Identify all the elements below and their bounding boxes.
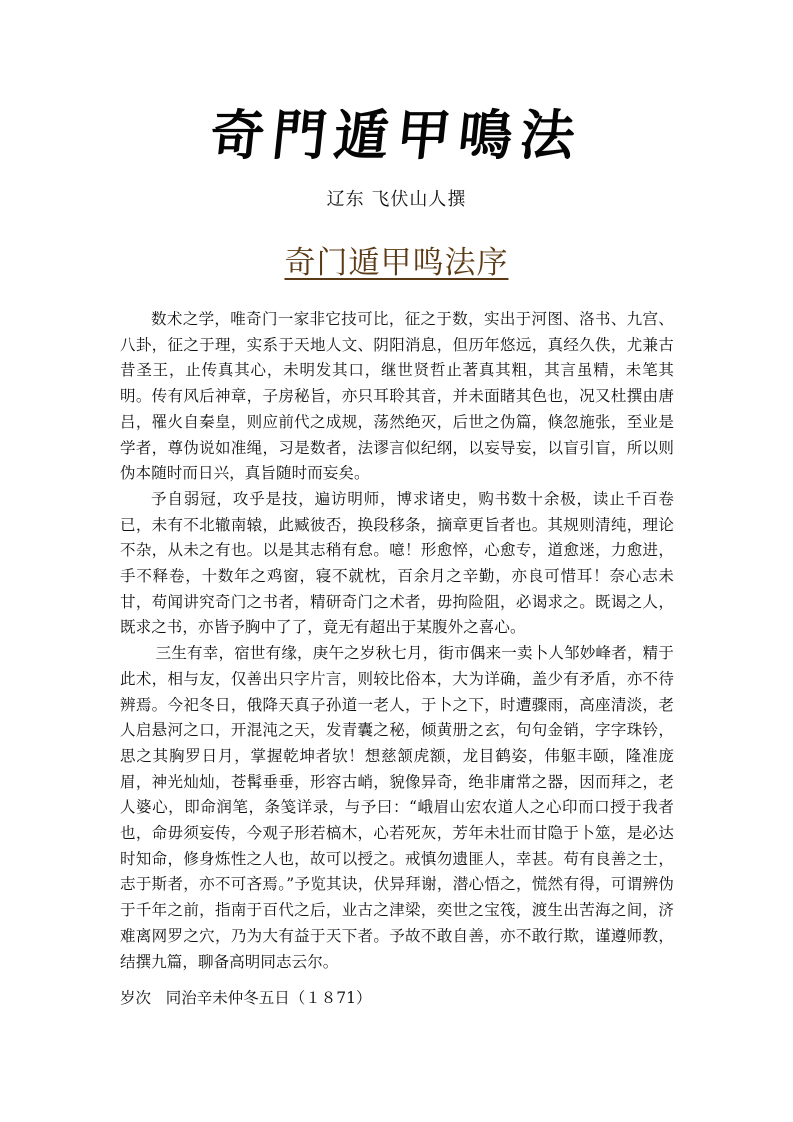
preface-title: [0, 242, 793, 284]
preface-title-text: 奇门遁甲鸣法序: [284, 245, 509, 281]
paragraph-3: 三生有幸，宿世有缘，庚午之岁秋七月，街市偶来一卖卜人邹妙峰者，精于此术，相与友，仅善出只字片言，则较比俗本，大为详确，盖少有矛盾，亦不待辨焉。今祀冬日，俄降天真子孙道一老人，于卜之下，时遭骤雨，高座清淡，老人启悬河之口，开混沌之天，发青囊之秘，倾黄册之玄，句句金销，字字珠钤，思之其胸罗日月，掌握乾坤者欤！想慈颔虎额，龙目鹤姿，伟躯丰颐，隆准庞眉，神光灿灿，苍髯垂垂，形容古峭，貌像异奇，绝非庸常之器，因而拜之，老人婆心，即命润笔，条笺详录，与予曰：“峨眉山宏农道人之心印而口授于我者也，命毋须妄传，今观子形若槁木，心若死灰，芳年未壮而甘隐于卜筮，是必达时知命，修身炼性之人也，故可以授之。戒慎勿遗匪人，幸甚。苟有良善之士，志于斯者，亦不可吝焉。”予览其诀，伏异拜谢，潜心悟之，慌然有得，可谓辨伪于千年之前，指南于百代之后，业古之津梁，奕世之宝筏，渡生出苦海之间，济难离网罗之穴，乃为大有益于天下者。予故不敢自善，亦不敢行欺，谨遵师教，结撰九篇，聊备高明同志云尔。: [120, 644, 674, 971]
paragraph-1: 数术之学，唯奇门一家非它技可比，征之于数，实出于河图、洛书、九宫、八卦，征之于理，实系于天地人文、阴阳消息，但历年悠远，真经久佚，尤兼古昔圣王，止传真其心，未明发其口，继世贤哲止著真其粗，其言虽精，未笔其明。传有风后神章，子房秘旨，亦只耳聆其音，并未面睹其色也，况又杜撰由唐吕，罹火自秦皇，则应前代之成规，荡然绝灭，后世之伪篇，倏忽施张，至业是学者，尊伪说如准绳，习是数者，法谬言似纪纲，以妄导妄，以盲引盲，所以则伪本随时而日兴，真旨随时而妄矣。: [120, 310, 674, 483]
paragraph-2: 予自弱冠，攻乎是技，遍访明师，博求诸史，购书数十余极，读止千百卷已，未有不北辙南辕，此臧彼否，换段移条，摘章更旨者也。其规则清纯，理论不杂，从未之有也。以是其志稍有怠。噫！形愈悴，心愈专，道愈迷，力愈进，手不释卷，十数年之鸡窗，寝不就枕，百余月之辛勤，亦良可惜耳！奈心志未甘，苟闻讲究奇门之书者，精研奇门之术者，毋拘险阻，必谒求之。既谒之人，既求之书，亦皆予胸中了了，竟无有超出于某腹外之喜心。: [120, 489, 674, 637]
main-title: 奇門遁甲鳴法: [207, 103, 586, 167]
preface-body: [120, 307, 674, 975]
author-line: 辽东 飞伏山人撰: [326, 189, 467, 210]
date-line: 岁次 同治辛未仲冬五日（１８71）: [120, 989, 372, 1007]
